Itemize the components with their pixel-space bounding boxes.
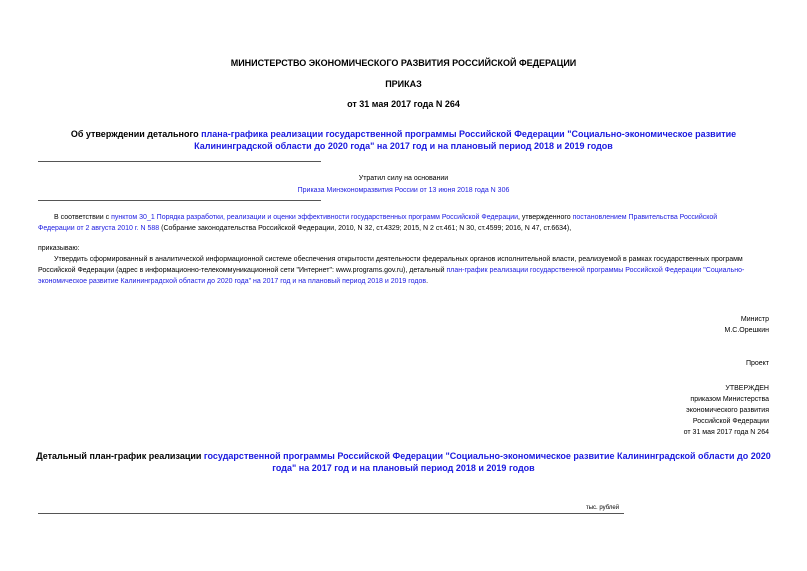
units-label: тыс. рублей (586, 505, 620, 511)
basis-text-1: В соответствии с (54, 214, 112, 221)
title-program-link-1[interactable]: плана-графика реализации государственной программы Российской Федерации "Социально-экономическое развитие (201, 129, 737, 139)
basis-text-3: (Собрание законодательства Российской Федерации, 2010, N 32, ст.4329; 2015, N 2 ст.461; N 30, ст.4599; 2016, N 47, ст.6634), (159, 225, 572, 232)
document-title (0, 128, 807, 152)
doc-type-heading: ПРИКАЗ (385, 79, 422, 89)
signature-block (725, 314, 769, 336)
order-text-1: Утвердить сформированный в аналитической информационной системе обеспечения открытости деятельности федеральных органов исполнительной власти, реализуемой в рамках государственных программ (54, 256, 743, 263)
resolution-link-1[interactable]: постановлением Правительства Российской (572, 214, 718, 221)
approval-line-5: от 31 мая 2017 года N 264 (683, 429, 769, 436)
divider-bottom (38, 200, 321, 201)
repeal-order-link[interactable]: Приказа Минэкономразвития России от 13 июня 2018 года N 306 (297, 187, 510, 194)
plan-title-link-1[interactable]: государственной программы Российской Федерации "Социально-экономическое развитие Калининградской области до 2020 (203, 451, 771, 461)
plan-title-link-2[interactable]: года" на 2017 год и на плановый период 2018 и 2019 годов (272, 463, 535, 473)
resolution-link-2[interactable]: Федерации от 2 августа 2010 г. N 588 (38, 225, 160, 232)
plan-link-2[interactable]: экономическое развитие Калининградской области до 2020 года" на 2017 год и на плановый период 2018 и 2019 годов (38, 278, 427, 285)
title-program-link-2[interactable]: Калининградской области до 2020 года" на 2017 год и на плановый период 2018 и 2019 годов (194, 141, 613, 151)
signature-position: Министр (740, 316, 769, 323)
project-label: Проект (745, 360, 769, 367)
status-text: Утратил силу на основании (358, 175, 449, 182)
signature-name: М.С.Орешкин (724, 327, 769, 334)
ministry-heading: МИНИСТЕРСТВО ЭКОНОМИЧЕСКОГО РАЗВИТИЯ РОССИЙСКОЙ ФЕДЕРАЦИИ (230, 58, 577, 68)
order-paragraph (38, 254, 769, 287)
plan-link-1[interactable]: план-график реализации государственной программы Российской Федерации "Социально- (446, 267, 745, 274)
order-text-2: Российской Федерации (адрес в информационно-телекоммуникационной сети "Интернет": www.programs.gov.ru), детальный (38, 267, 447, 274)
table-top-rule (38, 513, 624, 514)
order-label: приказываю: (38, 245, 80, 252)
basis-text-2: , утвержденного (518, 214, 573, 221)
approval-line-2: приказом Министерства (690, 396, 769, 403)
approval-line-1: УТВЕРЖДЕН (725, 385, 769, 392)
approval-block (684, 383, 769, 438)
divider-top (38, 161, 321, 162)
approval-line-3: экономического развития (686, 407, 769, 414)
plan-title (0, 450, 807, 474)
title-prefix: Об утверждении детального (70, 129, 202, 139)
plan-title-prefix: Детальный план-график реализации (36, 451, 204, 461)
doc-date-number: от 31 мая 2017 года N 264 (347, 99, 460, 109)
basis-paragraph (38, 212, 769, 234)
procedure-link[interactable]: пунктом 30_1 Порядка разработки, реализации и оценки эффективности государственных программ Российской Федерации (111, 214, 519, 221)
order-text-3: . (426, 278, 429, 285)
approval-line-4: Российской Федерации (692, 418, 769, 425)
